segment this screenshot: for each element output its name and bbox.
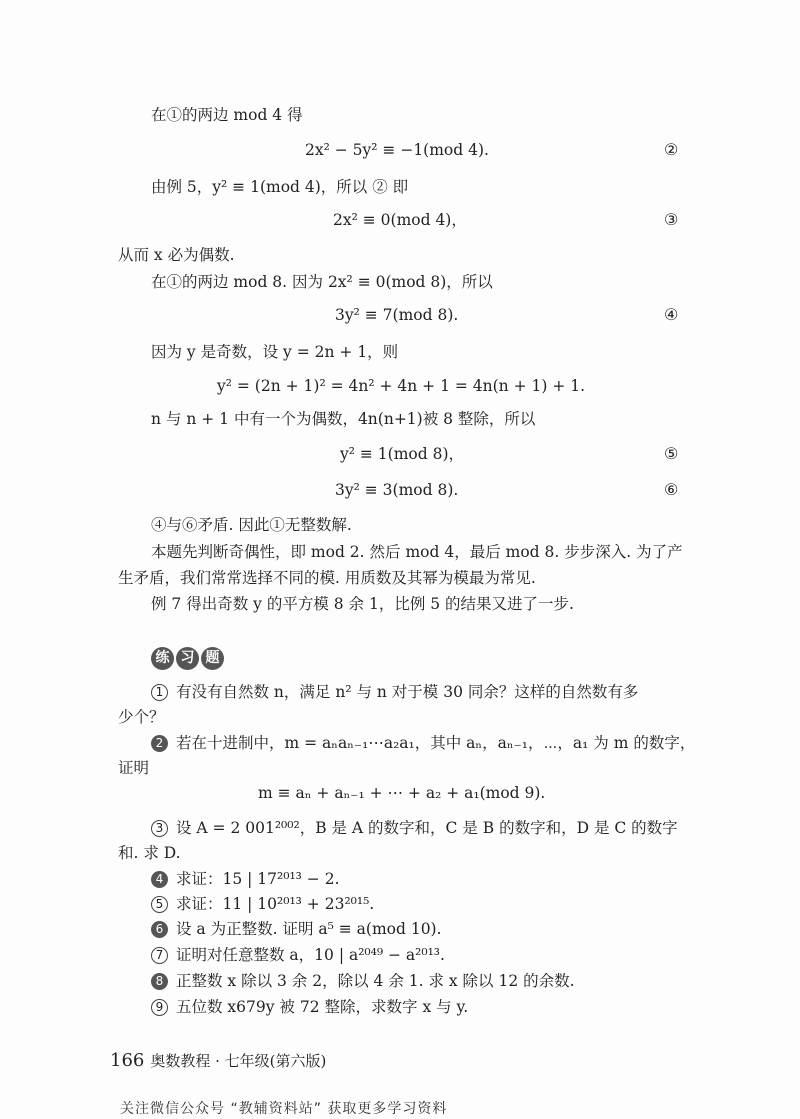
equation-expand: y² = (2n + 1)² = 4n² + 4n + 1 = 4n(n + 1) + 1.	[217, 377, 586, 395]
exercise-6	[151, 919, 442, 939]
text-line: 例 7 得出奇数 y 的平方模 8 余 1，比例 5 的结果又进了一步.	[151, 595, 574, 613]
exercise-number: 4	[151, 871, 168, 888]
equation-tag: ③	[664, 210, 679, 229]
exercise-text: 若在十进制中，m = aₙaₙ₋₁⋯a₂a₁，其中 aₙ，aₙ₋₁，⋯，a₁ 为 m 的数字，	[176, 734, 696, 752]
page-footer	[110, 1050, 326, 1071]
text-line: 因为 y 是奇数，设 y = 2n + 1，则	[151, 343, 399, 361]
text-line: 本题先判断奇偶性，即 mod 2. 然后 mod 4，最后 mod 8. 步步深入. 为了产	[151, 543, 683, 561]
equation-3: 2x² ≡ 0(mod 4)，	[333, 211, 467, 229]
text-line: 生矛盾，我们常常选择不同的模. 用质数及其幂为模最为常见.	[118, 569, 536, 587]
text-line: n 与 n + 1 中有一个为偶数，4n(n+1)被 8 整除，所以	[151, 410, 536, 428]
exercise-text: 设 A = 2 001²⁰⁰²，B 是 A 的数字和，C 是 B 的数字和，D 是 C 的数字	[176, 819, 678, 837]
exercise-text: 有没有自然数 n，满足 n² 与 n 对于模 30 同余？这样的自然数有多	[176, 683, 639, 701]
exercise-5	[151, 894, 374, 914]
equation-tag: ⑤	[664, 444, 679, 463]
exercise-cont: 证明	[118, 759, 150, 777]
exercise-text: 五位数 x679y 被 72 整除，求数字 x 与 y.	[176, 998, 469, 1016]
exercise-number: 1	[151, 684, 168, 701]
title-char: 习	[176, 647, 199, 670]
title-char: 练	[151, 647, 174, 670]
equation-tag: ⑥	[664, 480, 679, 499]
exercise-equation: m ≡ aₙ + aₙ₋₁ + ⋯ + a₂ + a₁(mod 9).	[258, 784, 546, 802]
equation-tag: ②	[664, 140, 679, 159]
exercise-text: 证明对任意整数 a，10 | a²⁰⁴⁹ − a²⁰¹³.	[176, 946, 445, 964]
text-line: 由例 5，y² ≡ 1(mod 4)，所以 ② 即	[151, 178, 409, 196]
exercise-cont: 和. 求 D.	[118, 844, 181, 862]
equation-tag: ④	[664, 305, 679, 324]
exercise-7	[151, 945, 445, 965]
exercise-8	[151, 971, 575, 991]
exercise-cont: 少个？	[118, 708, 165, 726]
equation-6: 3y² ≡ 3(mod 8).	[335, 481, 459, 499]
text-line: 在①的两边 mod 8. 因为 2x² ≡ 0(mod 8)，所以	[151, 273, 493, 291]
equation-4: 3y² ≡ 7(mod 8).	[335, 306, 459, 324]
exercise-text: 求证：15 | 17²⁰¹³ − 2.	[176, 870, 340, 888]
exercise-number: 9	[151, 999, 168, 1016]
exercise-number: 2	[151, 735, 168, 752]
exercise-text: 求证：11 | 10²⁰¹³ + 23²⁰¹⁵.	[176, 895, 375, 913]
exercise-number: 6	[151, 921, 168, 938]
exercise-text: 正整数 x 除以 3 余 2，除以 4 余 1. 求 x 除以 12 的余数.	[176, 972, 575, 990]
text-line: ④与⑥矛盾. 因此①无整数解.	[151, 516, 352, 534]
text-line: 从而 x 必为偶数.	[118, 246, 235, 264]
section-title	[151, 647, 226, 670]
equation-2: 2x² − 5y² ≡ −1(mod 4).	[305, 141, 489, 159]
exercise-number: 7	[151, 947, 168, 964]
exercise-3	[151, 818, 678, 838]
watermark: 关注微信公众号 “教辅资料站” 获取更多学习资料	[120, 1101, 448, 1117]
exercise-1	[151, 682, 638, 702]
exercise-text: 设 a 为正整数. 证明 a⁵ ≡ a(mod 10).	[176, 920, 442, 938]
text-line: 在①的两边 mod 4 得	[151, 106, 303, 124]
page-number: 166	[110, 1050, 145, 1071]
exercise-2	[151, 733, 695, 753]
exercise-9	[151, 997, 468, 1017]
exercise-number: 8	[151, 973, 168, 990]
equation-5: y² ≡ 1(mod 8)，	[340, 445, 465, 463]
exercise-number: 3	[151, 820, 168, 837]
title-char: 题	[201, 647, 224, 670]
exercise-4	[151, 869, 340, 889]
book-title: 奥数教程 · 七年级(第六版)	[150, 1052, 327, 1070]
exercise-number: 5	[151, 896, 168, 913]
